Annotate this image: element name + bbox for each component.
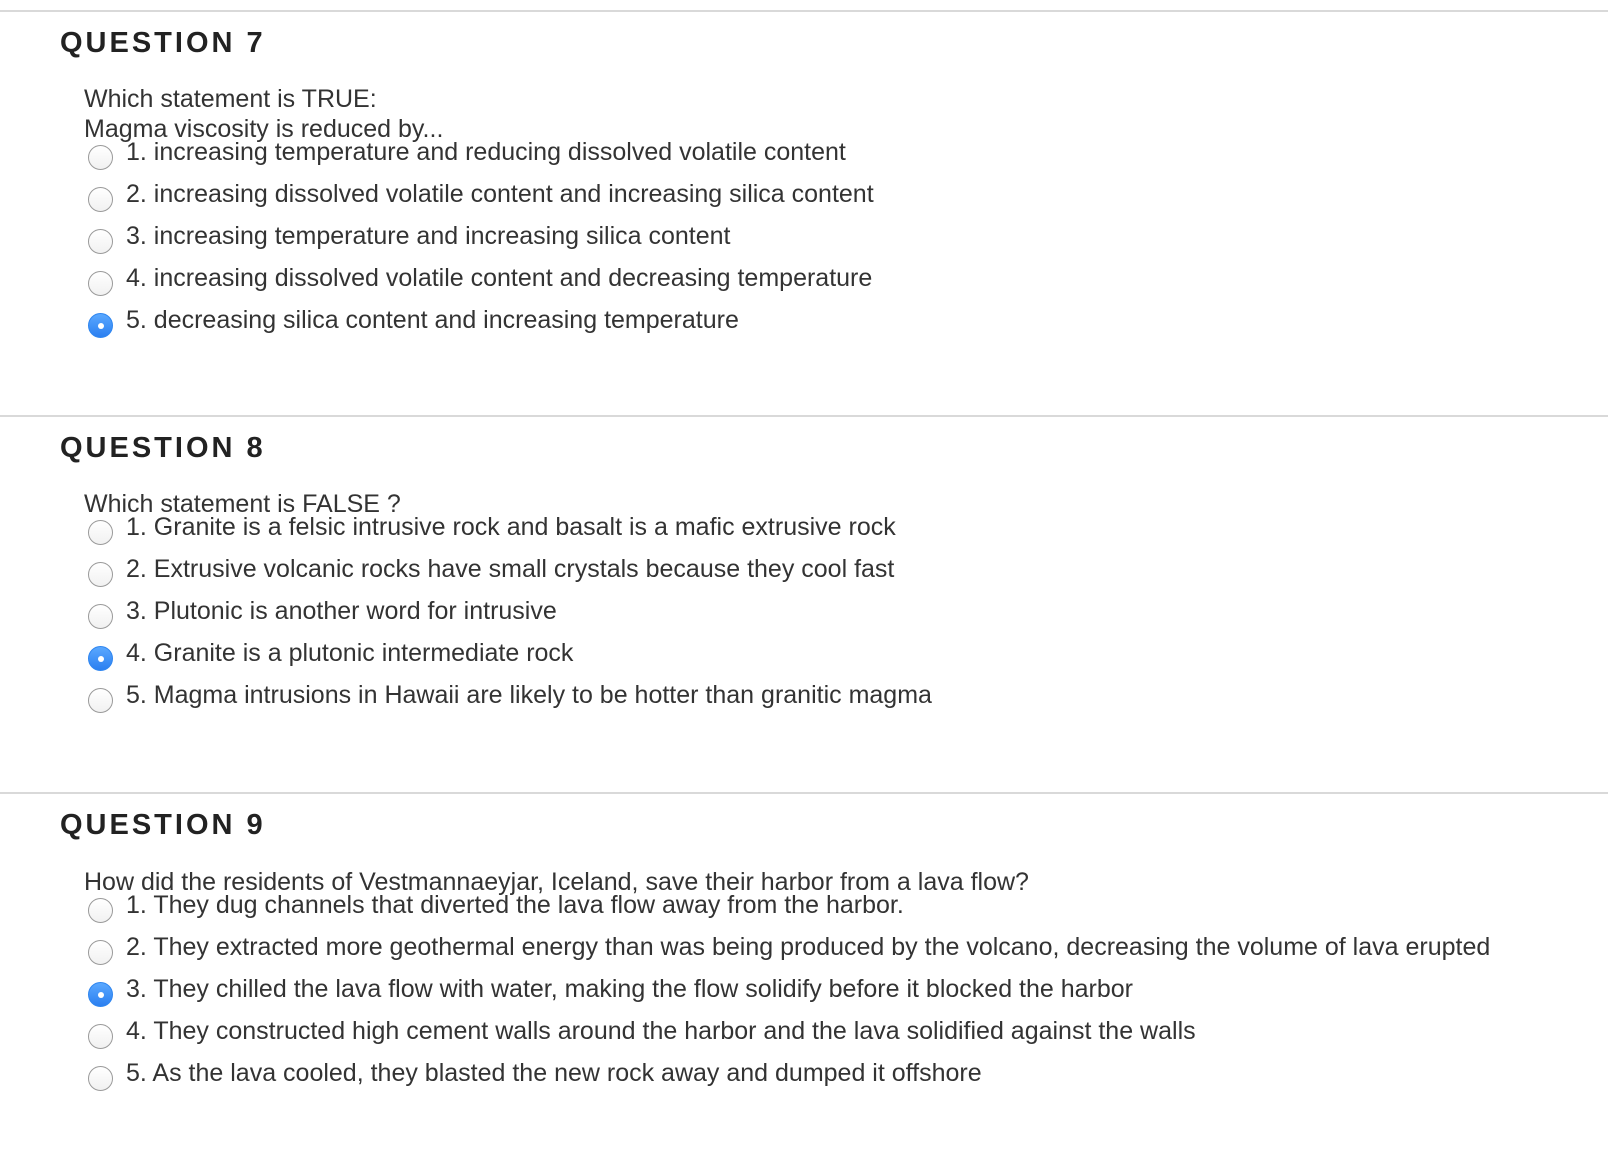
question-9 bbox=[0, 792, 1608, 1162]
answer-option-label: 2. Extrusive volcanic rocks have small crystals because they cool fast bbox=[126, 555, 895, 583]
answer-option-2[interactable] bbox=[84, 932, 1588, 974]
answer-option-label: 1. They dug channels that diverted the lava flow away from the harbor. bbox=[126, 891, 904, 919]
question-prompt: How did the residents of Vestmannaeyjar, Iceland, save their harbor from a lava flow? bbox=[84, 868, 1029, 896]
answer-option-label: 5. decreasing silica content and increasing temperature bbox=[126, 306, 739, 334]
radio-button-selected[interactable] bbox=[88, 982, 113, 1007]
radio-button[interactable] bbox=[88, 145, 113, 170]
answer-option-label: 1. increasing temperature and reducing dissolved volatile content bbox=[126, 138, 846, 166]
answer-option-3[interactable] bbox=[84, 596, 1588, 638]
answer-option-label: 4. Granite is a plutonic intermediate rock bbox=[126, 639, 574, 667]
answer-option-2[interactable] bbox=[84, 179, 1588, 221]
radio-button[interactable] bbox=[88, 940, 113, 965]
answer-option-label: 5. As the lava cooled, they blasted the new rock away and dumped it offshore bbox=[126, 1059, 982, 1087]
answer-option-label: 4. They constructed high cement walls around the harbor and the lava solidified against the walls bbox=[126, 1017, 1196, 1045]
answer-option-label: 3. increasing temperature and increasing silica content bbox=[126, 222, 731, 250]
radio-button[interactable] bbox=[88, 520, 113, 545]
answer-option-label: 5. Magma intrusions in Hawaii are likely to be hotter than granitic magma bbox=[126, 681, 932, 709]
radio-button[interactable] bbox=[88, 1066, 113, 1091]
answer-option-2[interactable] bbox=[84, 554, 1588, 596]
radio-button[interactable] bbox=[88, 229, 113, 254]
answer-option-4[interactable] bbox=[84, 638, 1588, 680]
answer-option-label: 1. Granite is a felsic intrusive rock and basalt is a mafic extrusive rock bbox=[126, 513, 896, 541]
answer-option-5[interactable] bbox=[84, 305, 1588, 347]
answer-option-4[interactable] bbox=[84, 263, 1588, 305]
answer-option-1[interactable] bbox=[84, 890, 1588, 932]
radio-button[interactable] bbox=[88, 898, 113, 923]
radio-button[interactable] bbox=[88, 187, 113, 212]
answer-option-label: 2. increasing dissolved volatile content and increasing silica content bbox=[126, 180, 874, 208]
radio-button[interactable] bbox=[88, 562, 113, 587]
question-prompt: Which statement is TRUE: bbox=[84, 85, 377, 113]
radio-button[interactable] bbox=[88, 688, 113, 713]
question-prompt: Which statement is FALSE ? bbox=[84, 490, 401, 518]
answer-option-label: 4. increasing dissolved volatile content and decreasing temperature bbox=[126, 264, 873, 292]
answer-option-3[interactable] bbox=[84, 974, 1588, 1016]
question-prompt: Magma viscosity is reduced by... bbox=[84, 115, 444, 143]
question-body bbox=[84, 489, 1588, 722]
answer-options bbox=[84, 512, 1588, 722]
answer-option-4[interactable] bbox=[84, 1016, 1588, 1058]
answer-option-3[interactable] bbox=[84, 221, 1588, 263]
question-heading: QUESTION 9 bbox=[60, 809, 266, 841]
radio-button-selected[interactable] bbox=[88, 313, 113, 338]
question-body bbox=[84, 867, 1588, 1100]
answer-option-1[interactable] bbox=[84, 512, 1588, 554]
radio-button[interactable] bbox=[88, 271, 113, 296]
answer-options bbox=[84, 890, 1588, 1100]
question-heading: QUESTION 8 bbox=[60, 432, 266, 464]
answer-option-label: 3. Plutonic is another word for intrusive bbox=[126, 597, 557, 625]
question-body bbox=[84, 84, 1588, 347]
answer-options bbox=[84, 137, 1588, 347]
answer-option-5[interactable] bbox=[84, 1058, 1588, 1100]
question-7 bbox=[0, 10, 1608, 416]
radio-button-selected[interactable] bbox=[88, 646, 113, 671]
answer-option-label: 3. They chilled the lava flow with water, making the flow solidify before it blocked the harbor bbox=[126, 975, 1134, 1003]
radio-button[interactable] bbox=[88, 604, 113, 629]
answer-option-5[interactable] bbox=[84, 680, 1588, 722]
question-8 bbox=[0, 415, 1608, 793]
radio-button[interactable] bbox=[88, 1024, 113, 1049]
question-heading: QUESTION 7 bbox=[60, 27, 266, 59]
answer-option-1[interactable] bbox=[84, 137, 1588, 179]
answer-option-label: 2. They extracted more geothermal energy than was being produced by the volcano, decreasing the volume of lava erupted bbox=[126, 933, 1491, 961]
